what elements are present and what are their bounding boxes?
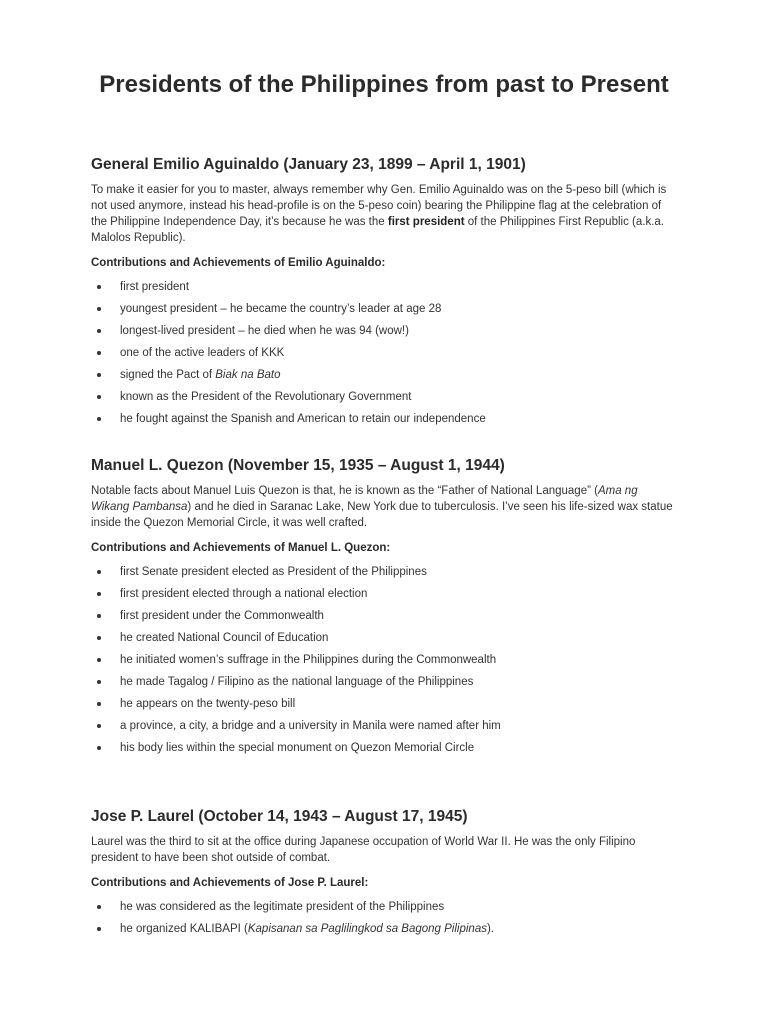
list-item-text: he was considered as the legitimate president of the Philippines bbox=[120, 901, 445, 913]
list-item-text: youngest president – he became the country’s leader at age 28 bbox=[120, 303, 442, 315]
sub-heading-laurel: Contributions and Achievements of Jose P. Laurel: bbox=[91, 877, 369, 889]
list-item bbox=[91, 609, 677, 631]
section-heading-quezon: Manuel L. Quezon (November 15, 1935 – August 1, 1944) bbox=[91, 457, 505, 474]
sub-heading-quezon: Contributions and Achievements of Manuel L. Quezon: bbox=[91, 542, 391, 554]
list-item-text: known as the President of the Revolutionary Government bbox=[120, 391, 412, 403]
bullet-icon bbox=[97, 285, 101, 289]
list-item bbox=[91, 631, 677, 653]
list-item bbox=[91, 697, 677, 719]
bullet-icon bbox=[97, 636, 101, 640]
list-item-text: he made Tagalog / Filipino as the national language of the Philippines bbox=[120, 676, 474, 688]
list-item bbox=[91, 741, 677, 763]
list-item bbox=[91, 653, 677, 675]
bullet-icon bbox=[97, 417, 101, 421]
bullet-icon bbox=[97, 592, 101, 596]
list-item-text: a province, a city, a bridge and a university in Manila were named after him bbox=[120, 720, 501, 732]
list-item-text: first president under the Commonwealth bbox=[120, 610, 324, 622]
section-heading-aguinaldo: General Emilio Aguinaldo (January 23, 1899 – April 1, 1901) bbox=[91, 156, 526, 173]
list-item-italic-text: Kapisanan sa Paglilingkod sa Bagong Pilipinas bbox=[247, 923, 487, 935]
list-item bbox=[91, 302, 677, 324]
section-intro-aguinaldo bbox=[91, 182, 677, 246]
list-item bbox=[91, 324, 677, 346]
list-item-text: he created National Council of Education bbox=[120, 632, 329, 644]
list-item-italic-text: Biak na Bato bbox=[215, 369, 281, 381]
intro-text: of the Philippines First Republic (a.k.a. Malolos Republic). bbox=[91, 216, 664, 244]
page-title: Presidents of the Philippines from past to Present bbox=[99, 71, 669, 98]
list-item-text: ). bbox=[486, 923, 494, 935]
list-item-text: first president bbox=[120, 281, 190, 293]
bullet-list-quezon bbox=[91, 565, 677, 763]
bullet-list-aguinaldo bbox=[91, 280, 677, 434]
bullet-list-laurel bbox=[91, 900, 677, 944]
bullet-icon bbox=[97, 658, 101, 662]
list-item bbox=[91, 280, 677, 302]
bullet-icon bbox=[97, 702, 101, 706]
section-intro-quezon bbox=[91, 483, 677, 531]
list-item-text: his body lies within the special monument on Quezon Memorial Circle bbox=[120, 742, 475, 754]
bullet-icon bbox=[97, 905, 101, 909]
bullet-icon bbox=[97, 927, 101, 931]
list-item bbox=[91, 346, 677, 368]
intro-text: To make it easier for you to master, always remember why Gen. Emilio Aguinaldo was on the 5-peso bill (which is not used anymore, instead his head-profile is on the 5-peso coin) bearing the Philippine flag at the celebration of the Philippine Independence Day, it’s because he was the bbox=[91, 184, 667, 228]
intro-bold-text: first president bbox=[387, 216, 465, 228]
list-item bbox=[91, 565, 677, 587]
intro-italic-text: Ama ng Wikang Pambansa bbox=[91, 485, 638, 513]
list-item bbox=[91, 900, 677, 922]
list-item-text: he fought against the Spanish and American to retain our independence bbox=[120, 413, 486, 425]
list-item bbox=[91, 719, 677, 741]
list-item-text: one of the active leaders of KKK bbox=[120, 347, 285, 359]
list-item-text: signed the Pact of bbox=[120, 369, 216, 381]
list-item-text: longest-lived president – he died when he was 94 (wow!) bbox=[120, 325, 409, 337]
list-item-text: first Senate president elected as President of the Philippines bbox=[120, 566, 427, 578]
list-item-text: he initiated women’s suffrage in the Philippines during the Commonwealth bbox=[120, 654, 497, 666]
list-item bbox=[91, 587, 677, 609]
bullet-icon bbox=[97, 373, 101, 377]
sub-heading-aguinaldo: Contributions and Achievements of Emilio Aguinaldo: bbox=[91, 257, 386, 269]
intro-text: Notable facts about Manuel Luis Quezon is that, he is known as the “Father of National Language” ( bbox=[91, 485, 598, 497]
intro-text: ) and he died in Saranac Lake, New York due to tuberculosis. I’ve seen his life-sized wax statue inside the Quezon Memorial Circle, it was well crafted. bbox=[91, 501, 673, 529]
list-item bbox=[91, 412, 677, 434]
list-item bbox=[91, 922, 677, 944]
bullet-icon bbox=[97, 395, 101, 399]
list-item-text: he organized KALIBAPI ( bbox=[120, 923, 248, 935]
intro-text: Laurel was the third to sit at the office during Japanese occupation of World War II. He was the only Filipino president to have been shot outside of combat. bbox=[91, 836, 636, 864]
section-intro-laurel bbox=[91, 834, 677, 866]
section-heading-laurel: Jose P. Laurel (October 14, 1943 – August 17, 1945) bbox=[91, 808, 468, 825]
bullet-icon bbox=[97, 614, 101, 618]
list-item-text: first president elected through a national election bbox=[120, 588, 368, 600]
bullet-icon bbox=[97, 307, 101, 311]
list-item bbox=[91, 675, 677, 697]
list-item-text: he appears on the twenty-peso bill bbox=[120, 698, 296, 710]
bullet-icon bbox=[97, 746, 101, 750]
list-item bbox=[91, 390, 677, 412]
bullet-icon bbox=[97, 570, 101, 574]
list-item bbox=[91, 368, 677, 390]
bullet-icon bbox=[97, 351, 101, 355]
bullet-icon bbox=[97, 724, 101, 728]
bullet-icon bbox=[97, 329, 101, 333]
bullet-icon bbox=[97, 680, 101, 684]
